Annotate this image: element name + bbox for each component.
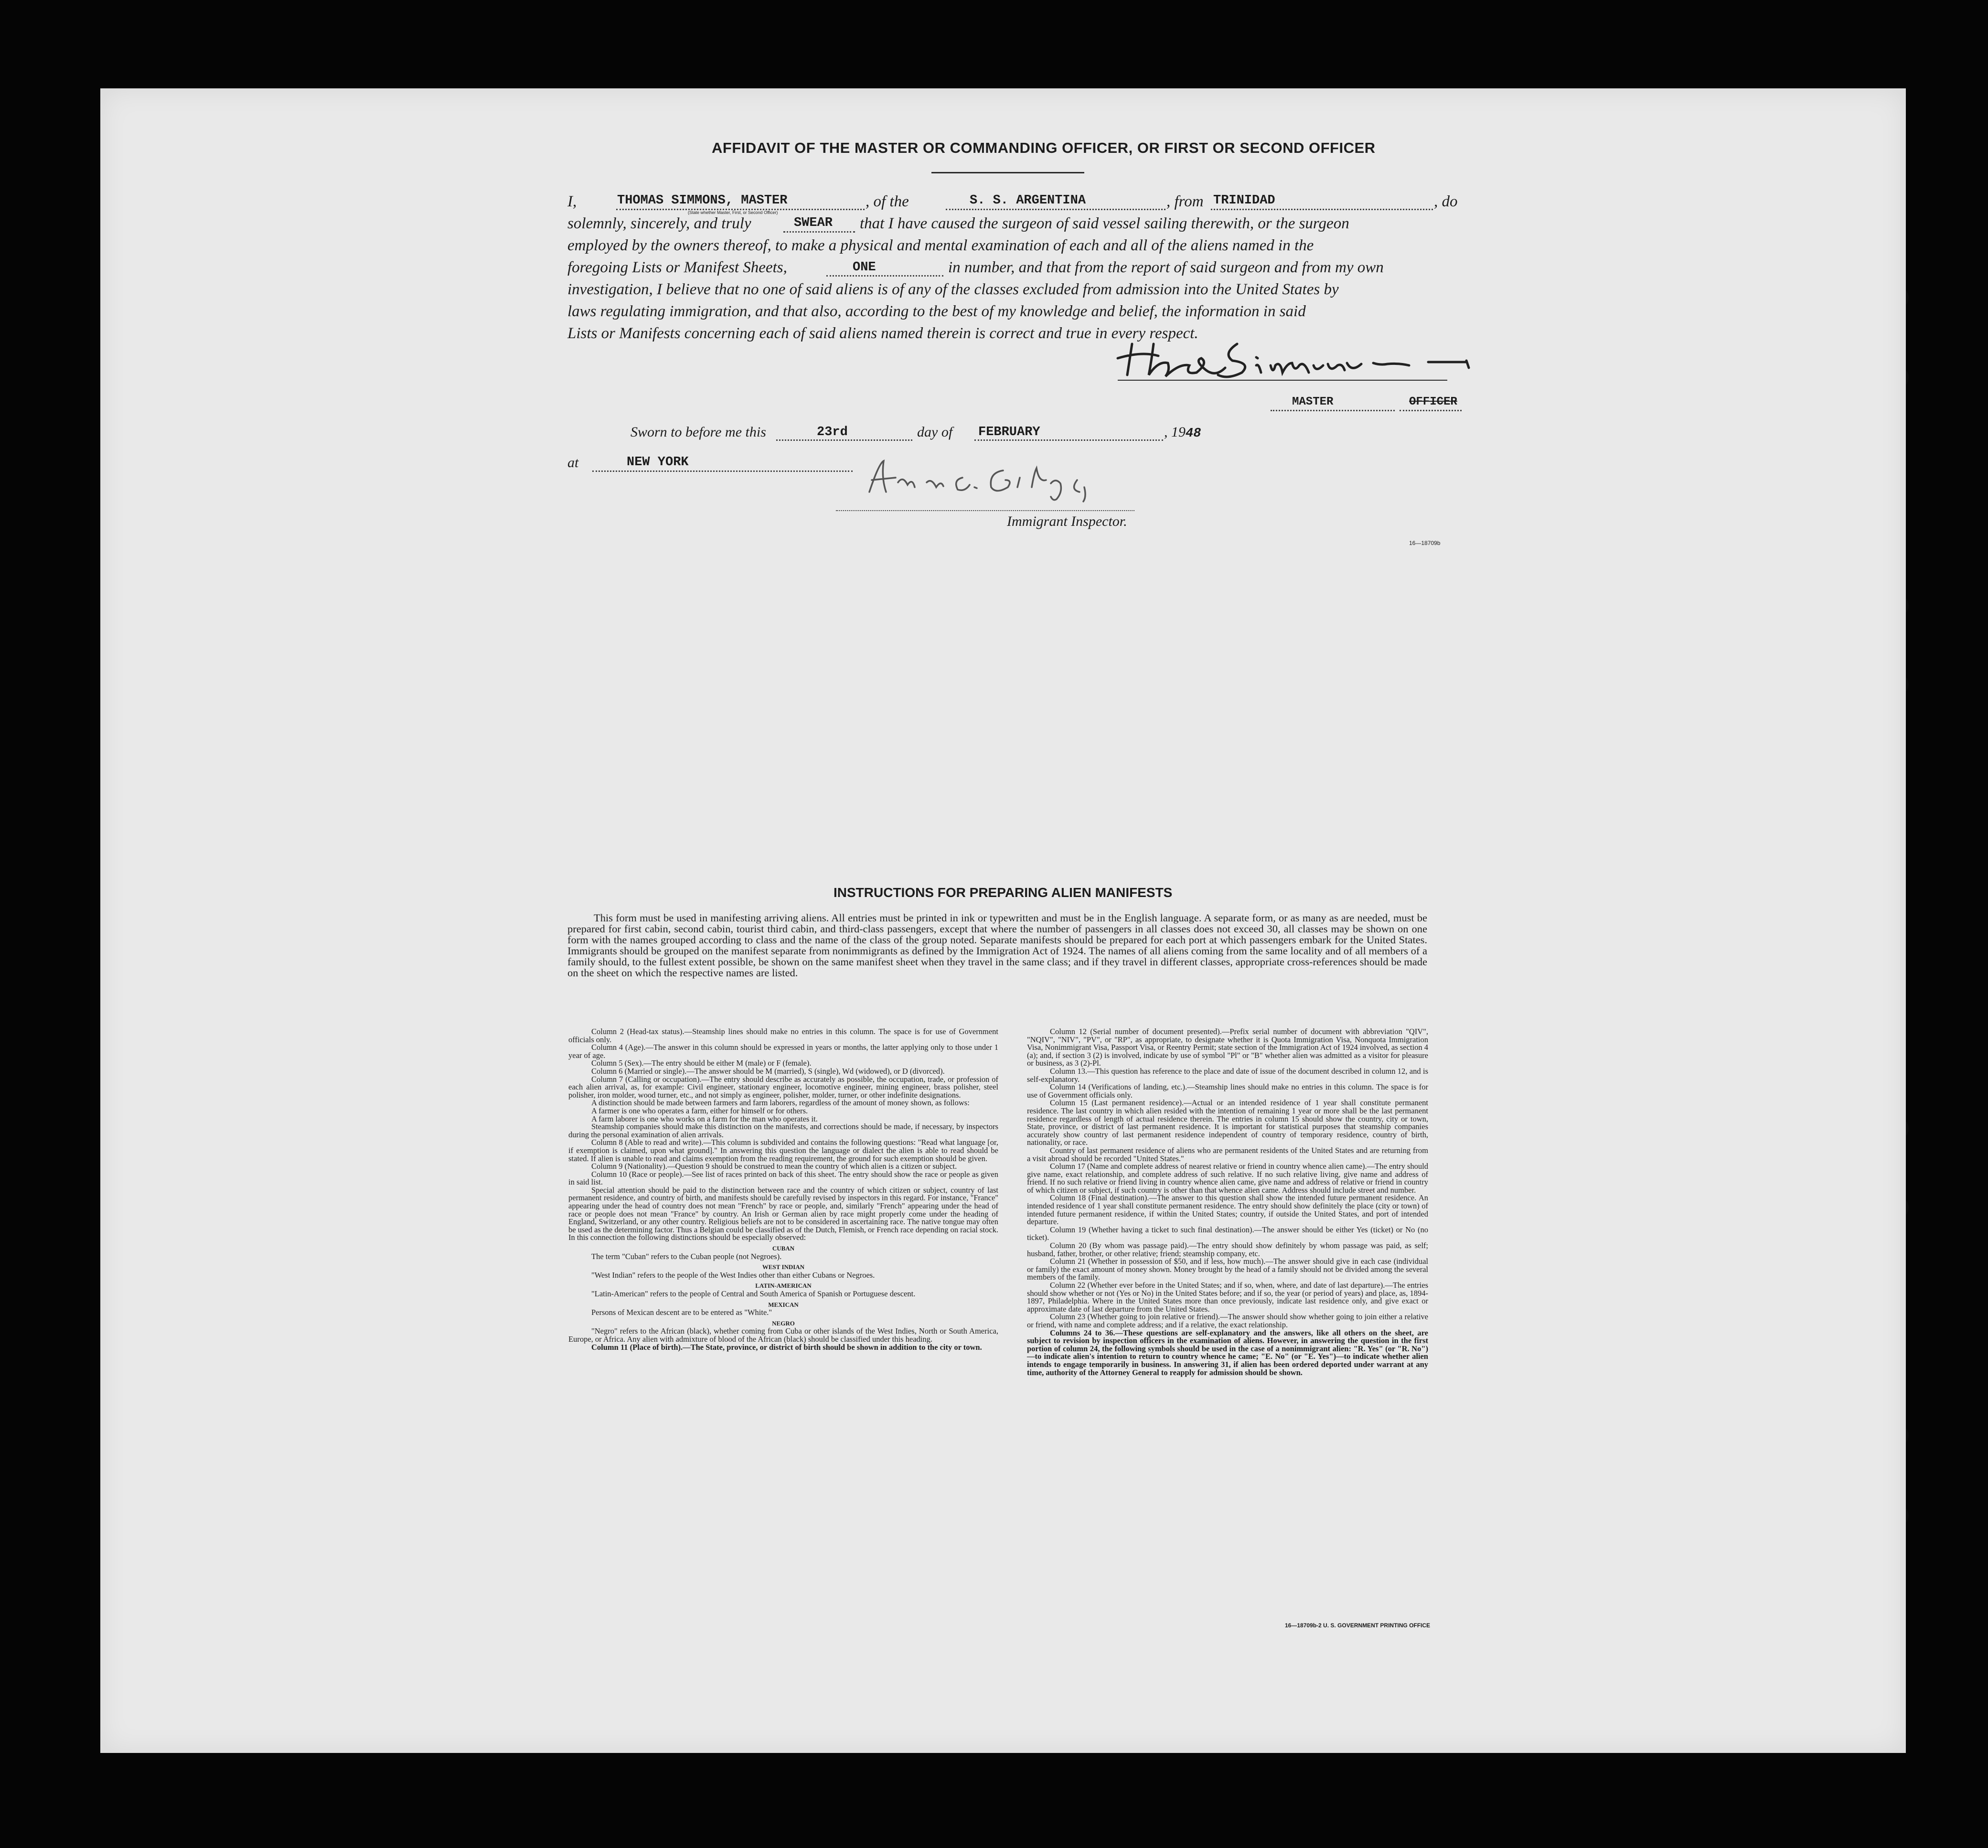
cuban-definition: The term "Cuban" refers to the Cuban people (not Negroes). [591, 1251, 782, 1261]
sworn-year: , 1948 [1164, 424, 1201, 441]
affidavit-line-6: laws regulating immigration, and that also, according to the best of my knowledge and belief, the information in said [567, 303, 1306, 320]
returning-residents-note: Country of last permanent residence of aliens who are permanent residents of the United States and are returning from a visit abroad should be recorded "United States." [1027, 1145, 1428, 1163]
signatory-title: MASTER [1292, 395, 1334, 408]
day-of-text: day of [917, 424, 953, 440]
col22-instruction: Column 22 (Whether ever before in the United States; and if so, when, where, and date of last departure).—The entries should show whether or not (Yes or No) in the United States before; and if so, the year (or period of years) and place, as, 1894-1897, Philadelphia. Where in the United States more than once previously, indicate last residence only, and give exact or approximate date of last departure from the United States. [1027, 1281, 1428, 1314]
port-underline [1211, 209, 1433, 210]
inspector-signature-line [836, 510, 1134, 511]
affidavit-title: AFFIDAVIT OF THE MASTER OR COMMANDING OFFICER, OR FIRST OR SECOND OFFICER [712, 139, 1376, 156]
col5-instruction: Column 5 (Sex).—The entry should be either M (male) or F (female). [591, 1058, 812, 1068]
col12-instruction: Column 12 (Serial number of document presented).—Prefix serial number of document with abbreviation "QIV", "NQIV", "NIV", "PV", or "RP", as appropriate, to designate whether it is Quota Immigration Visa, Nonquota Immigration Visa, Nonimmigrant Visa, Passport Visa, or Reentry Permit; state section of the Immigration Act of 1924 involved, as section 4 (a); and, if section 3 (2) is involved, indicate by use of symbol "Pl" or "B" whether alien was admitted as a visitor for pleasure or business, as 3 (2)-Pl. [1027, 1027, 1428, 1068]
col19-instruction: Column 19 (Whether having a ticket to such final destination).—The answer should be either Yes (ticket) or No (no ticket). [1027, 1225, 1428, 1242]
col4-instruction: Column 4 (Age).—The answer in this column should be expressed in years or months, the latter applying only to those under 1 year of age. [568, 1043, 998, 1060]
affidavit-line-3: employed by the owners thereof, to make a physical and mental examination of each and all of the aliens named in the [567, 237, 1314, 254]
race-distinction: Special attention should be paid to the distinction between race and the country of which citizen or subject, country of last permanent residence, and country of birth, and manifests should be carefully revised by inspectors in this regard. For instance, "France" appearing under the head of country does not mean "French" by race or people, and, similarly "French" appearing under the head of race or people does not mean "France" by country. An Irish or German alien by race might properly come under the heading of England, Switzerland, or any other country. Religious beliefs are not to be considered in ascertaining race. The native tongue may often be used as the determining factor. Thus a Belgian could be classified as of the Dutch, Flemish, or French race depending on racial stock. In this connection the following distinctions should be especially observed: [568, 1185, 998, 1242]
sworn-month-field: FEBRUARY [978, 425, 1040, 439]
heading-mexican: MEXICAN [768, 1301, 799, 1308]
col11-instruction: Column 11 (Place of birth).—The State, province, or district of birth should be shown in addition to the city or town. [591, 1342, 982, 1352]
place-field: NEW YORK [627, 455, 689, 470]
latin-american-definition: "Latin-American" refers to the people of Central and South America of Spanish or Portuguese descent. [591, 1289, 916, 1298]
sworn-month-underline [974, 439, 1163, 441]
col13-instruction: Column 13.—This question has reference to the place and date of issue of the document described in column 12, and is self-explanatory. [1027, 1066, 1428, 1084]
of-the-text: , of the [866, 193, 909, 210]
col6-instruction: Column 6 (Married or single).—The answer should be M (married), S (single), Wd (widowed), or D (divorced). [591, 1066, 945, 1076]
col18-instruction: Column 18 (Final destination).—The answer to this question shall show the intended future permanent residence. An intended residence of 1 year shall constitute permanent residence. The entry should show definitely the place (city or town) of intended future permanent residence, if within the United States; country, if outside the United States, and port of intended departure. [1027, 1193, 1428, 1227]
col15-instruction: Column 15 (Last permanent residence).—Actual or an intended residence of 1 year shall constitute permanent residence. The last country in which alien resided with the intention of remaining 1 year or more shall be the last permanent residence regardless of length of actual residence therein. The entries in column 15 should show the country, city or town, State, province, or district of last permanent residence. It is important for statistical purposes that steamship companies accurately show country of last permanent residence independent of country of temporary residence, country of birth, nationality, or race. [1027, 1098, 1428, 1147]
farm-laborer-definition: A farm laborer is one who works on a farm for the man who operates it. [591, 1114, 818, 1123]
steamship-distinction: Steamship companies should make this distinction on the manifests, and corrections should be made, if necessary, by inspectors during the personal examination of alien arrivals. [568, 1122, 998, 1139]
instructions-intro: This form must be used in manifesting arriving aliens. All entries must be printed in ink or typewritten and must be in the English language. A separate form, or as many as are needed, must be prepared for first cabin, second cabin, tourist third cabin, and third-class passengers, except that where the number of passengers in all classes does not exceed 30, all classes may be shown on one form with the names grouped according to class and the name of the class of the group noted. Separate manifests should be prepared for each port at which passengers embark for the United States. Immigrants should be grouped on the manifest separate from nonimmigrants as defined by the Immigration Act of 1924. The names of all aliens coming from the same locality and of all members of a family should, to the fullest extent possible, be shown on the same manifest sheet when they travel in the same class; and if they travel in different classes, appropriate cross-references should be made on the sheet on which the respective names are listed. [567, 912, 1427, 979]
affidavit-line-5: investigation, I believe that no one of said aliens is of any of the classes excluded from admission into the United States by [567, 281, 1339, 298]
port-field: TRINIDAD [1213, 193, 1275, 208]
sworn-day-underline [776, 439, 912, 441]
heading-west-indian: WEST INDIAN [762, 1263, 805, 1271]
sheet-count-underline [826, 275, 943, 277]
col14-instruction: Column 14 (Verifications of landing, etc.).—Steamship lines should make no entries in this column. The space is for use of Government officials only. [1027, 1082, 1428, 1100]
place-underline [592, 470, 853, 472]
col21-instruction: Column 21 (Whether in possession of $50, and if less, how much).—The answer should give in each case (individual or family) the exact amount of money shown. Money brought by the head of a family should not be divided among the several members of the family. [1027, 1257, 1428, 1282]
at-text: at [567, 455, 579, 470]
affidavit-line-4-start: foregoing Lists or Manifest Sheets, [567, 259, 787, 276]
affidavit-line-7: Lists or Manifests concerning each of said aliens named therein is correct and true in every respect. [567, 325, 1198, 342]
inspector-signature [860, 454, 1108, 506]
printing-office-footer: 16—18709b-2 U. S. GOVERNMENT PRINTING OFFICE [1285, 1622, 1431, 1629]
signature-line [1118, 380, 1447, 381]
col10-instruction: Column 10 (Race or people).—See list of races printed on back of this sheet. The entry should show the race or people as given in said list. [568, 1169, 998, 1187]
master-signature [1113, 334, 1476, 387]
title-rule [931, 172, 1084, 173]
sheet-count-field: ONE [853, 260, 876, 275]
col8-instruction: Column 8 (Able to read and write).—This column is subdivided and contains the following questions: "Read what language [or, if exemption is claimed, upon what ground]." In answering this question the language or dialect the alien is able to read should be stated. If alien is unable to read and claims exemption from the reading requirement, the ground for such exemption should be given. [568, 1138, 998, 1163]
col23-instruction: Column 23 (Whether going to join relative or friend).—The answer should show whether going to join either a relative or friend, with name and complete address; and if a relative, the exact relationship. [1027, 1312, 1428, 1329]
sworn-day-field: 23rd [817, 425, 848, 439]
struck-officer-word: OFFICER [1409, 395, 1457, 408]
col20-instruction: Column 20 (By whom was passage paid).—The entry should show definitely by whom passage was paid, as self; husband, father, brother, or other relative; friend; steamship company, etc. [1027, 1241, 1428, 1258]
farm-distinction: A distinction should be made between farmers and farm laborers, regardless of the amount of money shown, as follows: [591, 1098, 970, 1108]
affidavit-line-2-start: solemnly, sincerely, and truly [567, 215, 751, 232]
col9-instruction: Column 9 (Nationality).—Question 9 should be construed to mean the country of which alien is a citizen or subject. [591, 1162, 957, 1171]
heading-cuban: CUBAN [772, 1245, 795, 1252]
farmer-definition: A farmer is one who operates a farm, either for himself or for others. [591, 1106, 808, 1115]
mexican-definition: Persons of Mexican descent are to be entered as "White." [591, 1308, 772, 1317]
vessel-underline [946, 209, 1165, 210]
title-underline [1271, 410, 1395, 411]
affidavit-line-2-end: that I have caused the surgeon of said vessel sailing therewith, or the surgeon [860, 215, 1349, 232]
col2-instruction: Column 2 (Head-tax status).—Steamship lines should make no entries in this column. The space is for use of Government officials only. [568, 1027, 998, 1044]
sworn-year-field: 48 [1186, 427, 1201, 441]
instructions-right-column [1027, 1028, 1428, 1377]
col24-36-instruction: Columns 24 to 36.—These questions are self-explanatory and the answers, like all others on the sheet, are subject to revision by inspection officers in the examination of aliens. However, in answering the question in the first portion of column 24, the following symbols should be used in the case of a nonimmigrant alien: "R. Yes" (or "R. No")—to indicate alien's intention to return to country whence he came; "E. No" (or "E. Yes")—to indicate whether alien intends to engage temporarily in business. In answering 31, if alien has been ordered deported under warrant at any time, authority of the Attorney General to reapply for admission should be shown. [1027, 1328, 1428, 1377]
oath-field: SWEAR [794, 216, 833, 230]
struck-underline [1400, 410, 1462, 411]
west-indian-definition: "West Indian" refers to the people of the West Indies other than either Cubans or Negroes. [591, 1270, 875, 1280]
oath-underline [783, 231, 855, 233]
sworn-text: Sworn to before me this [631, 424, 766, 440]
from-text: , from [1166, 193, 1204, 210]
col17-instruction: Column 17 (Name and complete address of nearest relative or friend in country whence alien came).—The entry should give name, exact relationship, and complete address of such relative. If no such relative living, give name and address of friend. If no such relative or friend living in country whence alien came, give name and address of relative or friend in country of which citizen or subject, if such country is other than that whence alien came. Address should include street and number. [1027, 1162, 1428, 1195]
negro-definition: "Negro" refers to the African (black), whether coming from Cuba or other islands of the West Indies, North or South America, Europe, or Africa. Any alien with admixture of blood of the African (black) should be classified under this heading. [568, 1326, 998, 1344]
affidavit-line-1: I, [567, 193, 577, 210]
inspector-label: Immigrant Inspector. [1007, 513, 1127, 529]
vessel-name-field: S. S. ARGENTINA [970, 193, 1086, 208]
heading-negro: NEGRO [772, 1319, 795, 1327]
instructions-title: INSTRUCTIONS FOR PREPARING ALIEN MANIFESTS [834, 885, 1173, 900]
do-text: , do [1434, 193, 1458, 210]
heading-latin-american: LATIN-AMERICAN [755, 1282, 812, 1290]
form-code: 16—18709b [1409, 540, 1441, 546]
col7-instruction: Column 7 (Calling or occupation).—The entry should describe as accurately as possible, the occupation, trade, or profession of each alien arrival, as, for example: Civil engineer, stationary engineer, locomotive engineer, mining engineer, brass polisher, steel polisher, iron molder, wood turner, etc., and not simply as engineer, polisher, molder, turner, or other indefinite designations. [568, 1074, 998, 1100]
affidavit-line-4-end: in number, and that from the report of said surgeon and from my own [948, 259, 1384, 276]
instructions-left-column [568, 1028, 998, 1351]
officer-hint: (State whether Master, First, or Second Officer) [688, 210, 778, 215]
officer-name-field: THOMAS SIMMONS, MASTER [617, 193, 788, 208]
